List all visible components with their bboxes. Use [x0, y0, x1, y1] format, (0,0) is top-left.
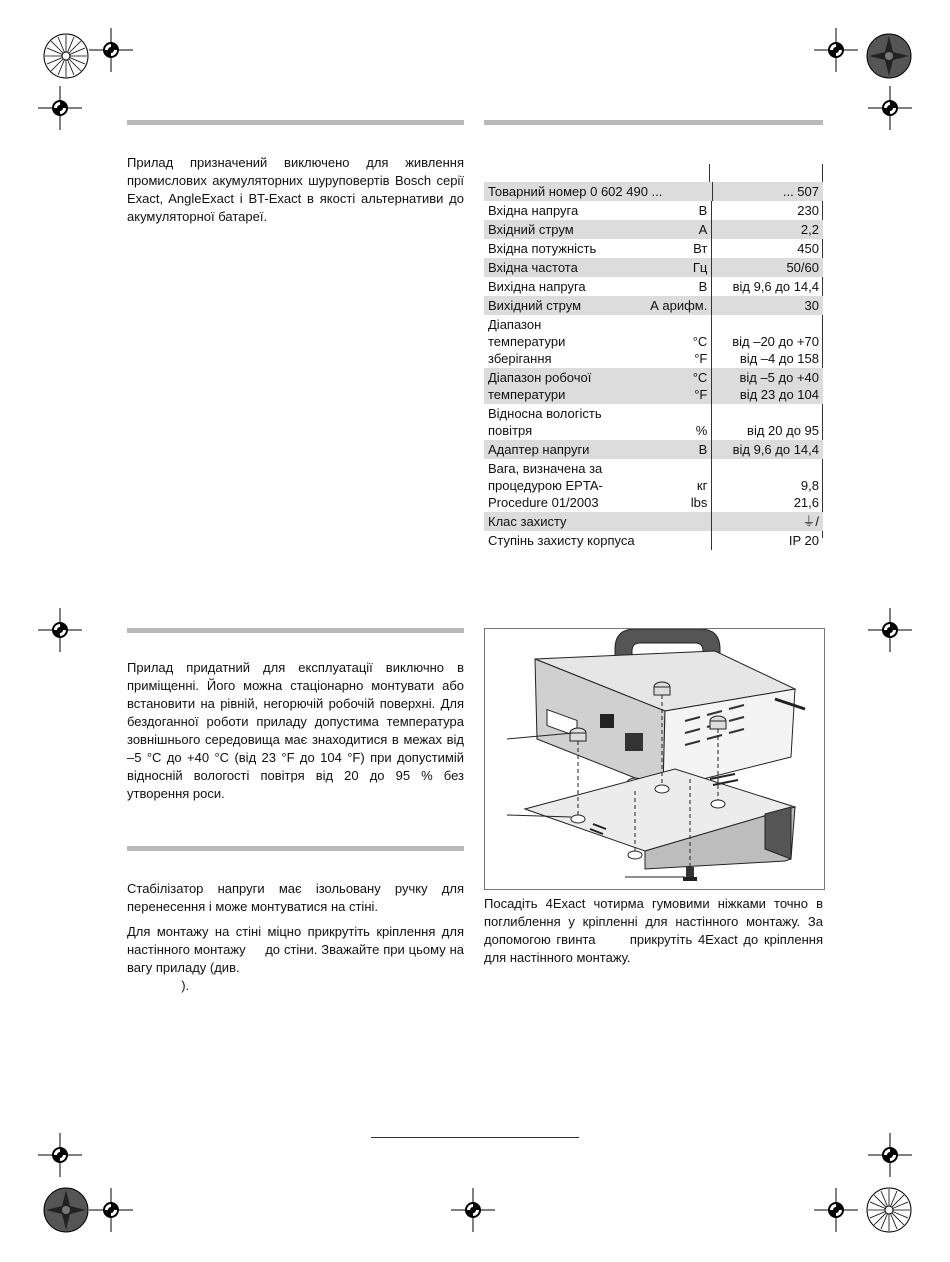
spec-row [484, 531, 823, 550]
spec-label: Ступінь захисту корпуса [488, 533, 635, 548]
spec-label: Клас захисту [488, 514, 567, 529]
spec-value: ... 507 [712, 182, 823, 201]
spec-label: Вага, визначена за процедурою EPTA- Procedure 01/2003 [488, 461, 603, 510]
mounting-text: Стабілізатор напруги має ізольовану ручку для перенесення і може монтуватися на стіні. Для монтажу на стіні міцно прикрутіть кріплення для настінного монтажу до стіни. Зважайте при цьому на вагу приладу (див. ). [127, 881, 465, 993]
spec-table [484, 182, 823, 550]
spec-unit: Гц [692, 260, 708, 275]
spec-value: 50/60 [711, 258, 823, 277]
spec-label: Вихідний струм [488, 298, 582, 313]
spec-label: Відносна вологість повітря [488, 406, 602, 438]
spec-unit: Вт [693, 241, 708, 256]
spec-row [484, 220, 823, 239]
figure-caption: Посадіть 4Exact чотирма гумовими ніжками точно в поглиблення у кріпленні для настінного монтажу. За допомогою гвинта прикрутіть 4Exact до кріплення для настінного монтажу. [484, 896, 824, 965]
spec-unit: В [698, 279, 708, 294]
spec-table-header [709, 164, 710, 182]
spec-value: від 20 до 95 [711, 404, 823, 440]
operating-conditions-text: Прилад придатний для експлуатації виключно в приміщенні. Його можна стаціонарно монтувати або встановити на рівній, негорючій робочій поверхні. Для бездоганної роботи приладу допустима температура зовнішнього середовища має знаходитися в межах від –5 °C до +40 °C (від 23 °F до 104 °F) при допустимій відносній вологості повітря від 20 до 95 % без утворення роси. [127, 660, 464, 801]
spec-value: ⏚/ [711, 512, 823, 531]
footer-line [371, 1137, 579, 1138]
spec-label: Товарний номер 0 602 490 ... [488, 184, 663, 199]
spec-value: від –20 до +70 від –4 до 158 [711, 315, 823, 368]
spec-label: Вихідна напруга [488, 279, 586, 294]
spec-value: 30 [711, 296, 823, 315]
spec-row [484, 296, 823, 315]
spec-value: від –5 до +40 від 23 до 104 [711, 368, 823, 404]
spec-label: Вхідна частота [488, 260, 578, 275]
section-rule [484, 120, 823, 125]
spec-row [484, 404, 823, 440]
spec-value: від 9,6 до 14,4 [711, 277, 823, 296]
spec-row [484, 239, 823, 258]
wall-mount-figure [484, 628, 825, 890]
spec-unit: А [698, 222, 708, 237]
spec-value: 2,2 [711, 220, 823, 239]
section-rule [127, 846, 464, 851]
spec-unit: °C °F [692, 370, 708, 402]
spec-unit: А арифм. [650, 298, 708, 313]
spec-unit: В [698, 203, 708, 218]
spec-label: Вхідний струм [488, 222, 574, 237]
spec-row [484, 512, 823, 531]
spec-row [484, 182, 823, 201]
spec-value: 230 [711, 201, 823, 220]
spec-unit [636, 531, 712, 550]
mounting-instructions: Для монтажу на стіні міцно прикрутіть кріплення для настінного монтажу до стіни. Зважайте при цьому на вагу приладу (див. ). [127, 924, 465, 993]
device-illustration [485, 629, 824, 889]
intended-use-text: Прилад призначений виключено для живлення промислових акумуляторних шуруповертів Bosch серії Exact, AngleExact і BT-Exact в якості альтернативи до акумуляторної батареї. [127, 155, 464, 224]
spec-unit: °C °F [692, 334, 708, 366]
spec-label: Адаптер напруги [488, 442, 590, 457]
spec-unit [636, 182, 712, 201]
spec-row [484, 315, 823, 368]
spec-unit: кг lbs [690, 478, 708, 510]
spec-label: Вхідна потужність [488, 241, 597, 256]
spec-row [484, 201, 823, 220]
spec-value: 450 [711, 239, 823, 258]
spec-unit [636, 512, 712, 531]
spec-unit: % [695, 423, 708, 438]
spec-row [484, 459, 823, 512]
spec-value: від 9,6 до 14,4 [711, 440, 823, 459]
spec-row [484, 440, 823, 459]
section-rule [127, 120, 464, 125]
spec-row [484, 258, 823, 277]
spec-row [484, 277, 823, 296]
spec-row [484, 368, 823, 404]
spec-value: 9,8 21,6 [711, 459, 823, 512]
spec-unit: В [698, 442, 708, 457]
spec-label: Діапазон температури зберігання [488, 317, 566, 366]
section-rule [127, 628, 464, 633]
spec-label: Діапазон робочої температури [488, 370, 592, 402]
spec-value: IP 20 [711, 531, 823, 550]
spec-label: Вхідна напруга [488, 203, 579, 218]
